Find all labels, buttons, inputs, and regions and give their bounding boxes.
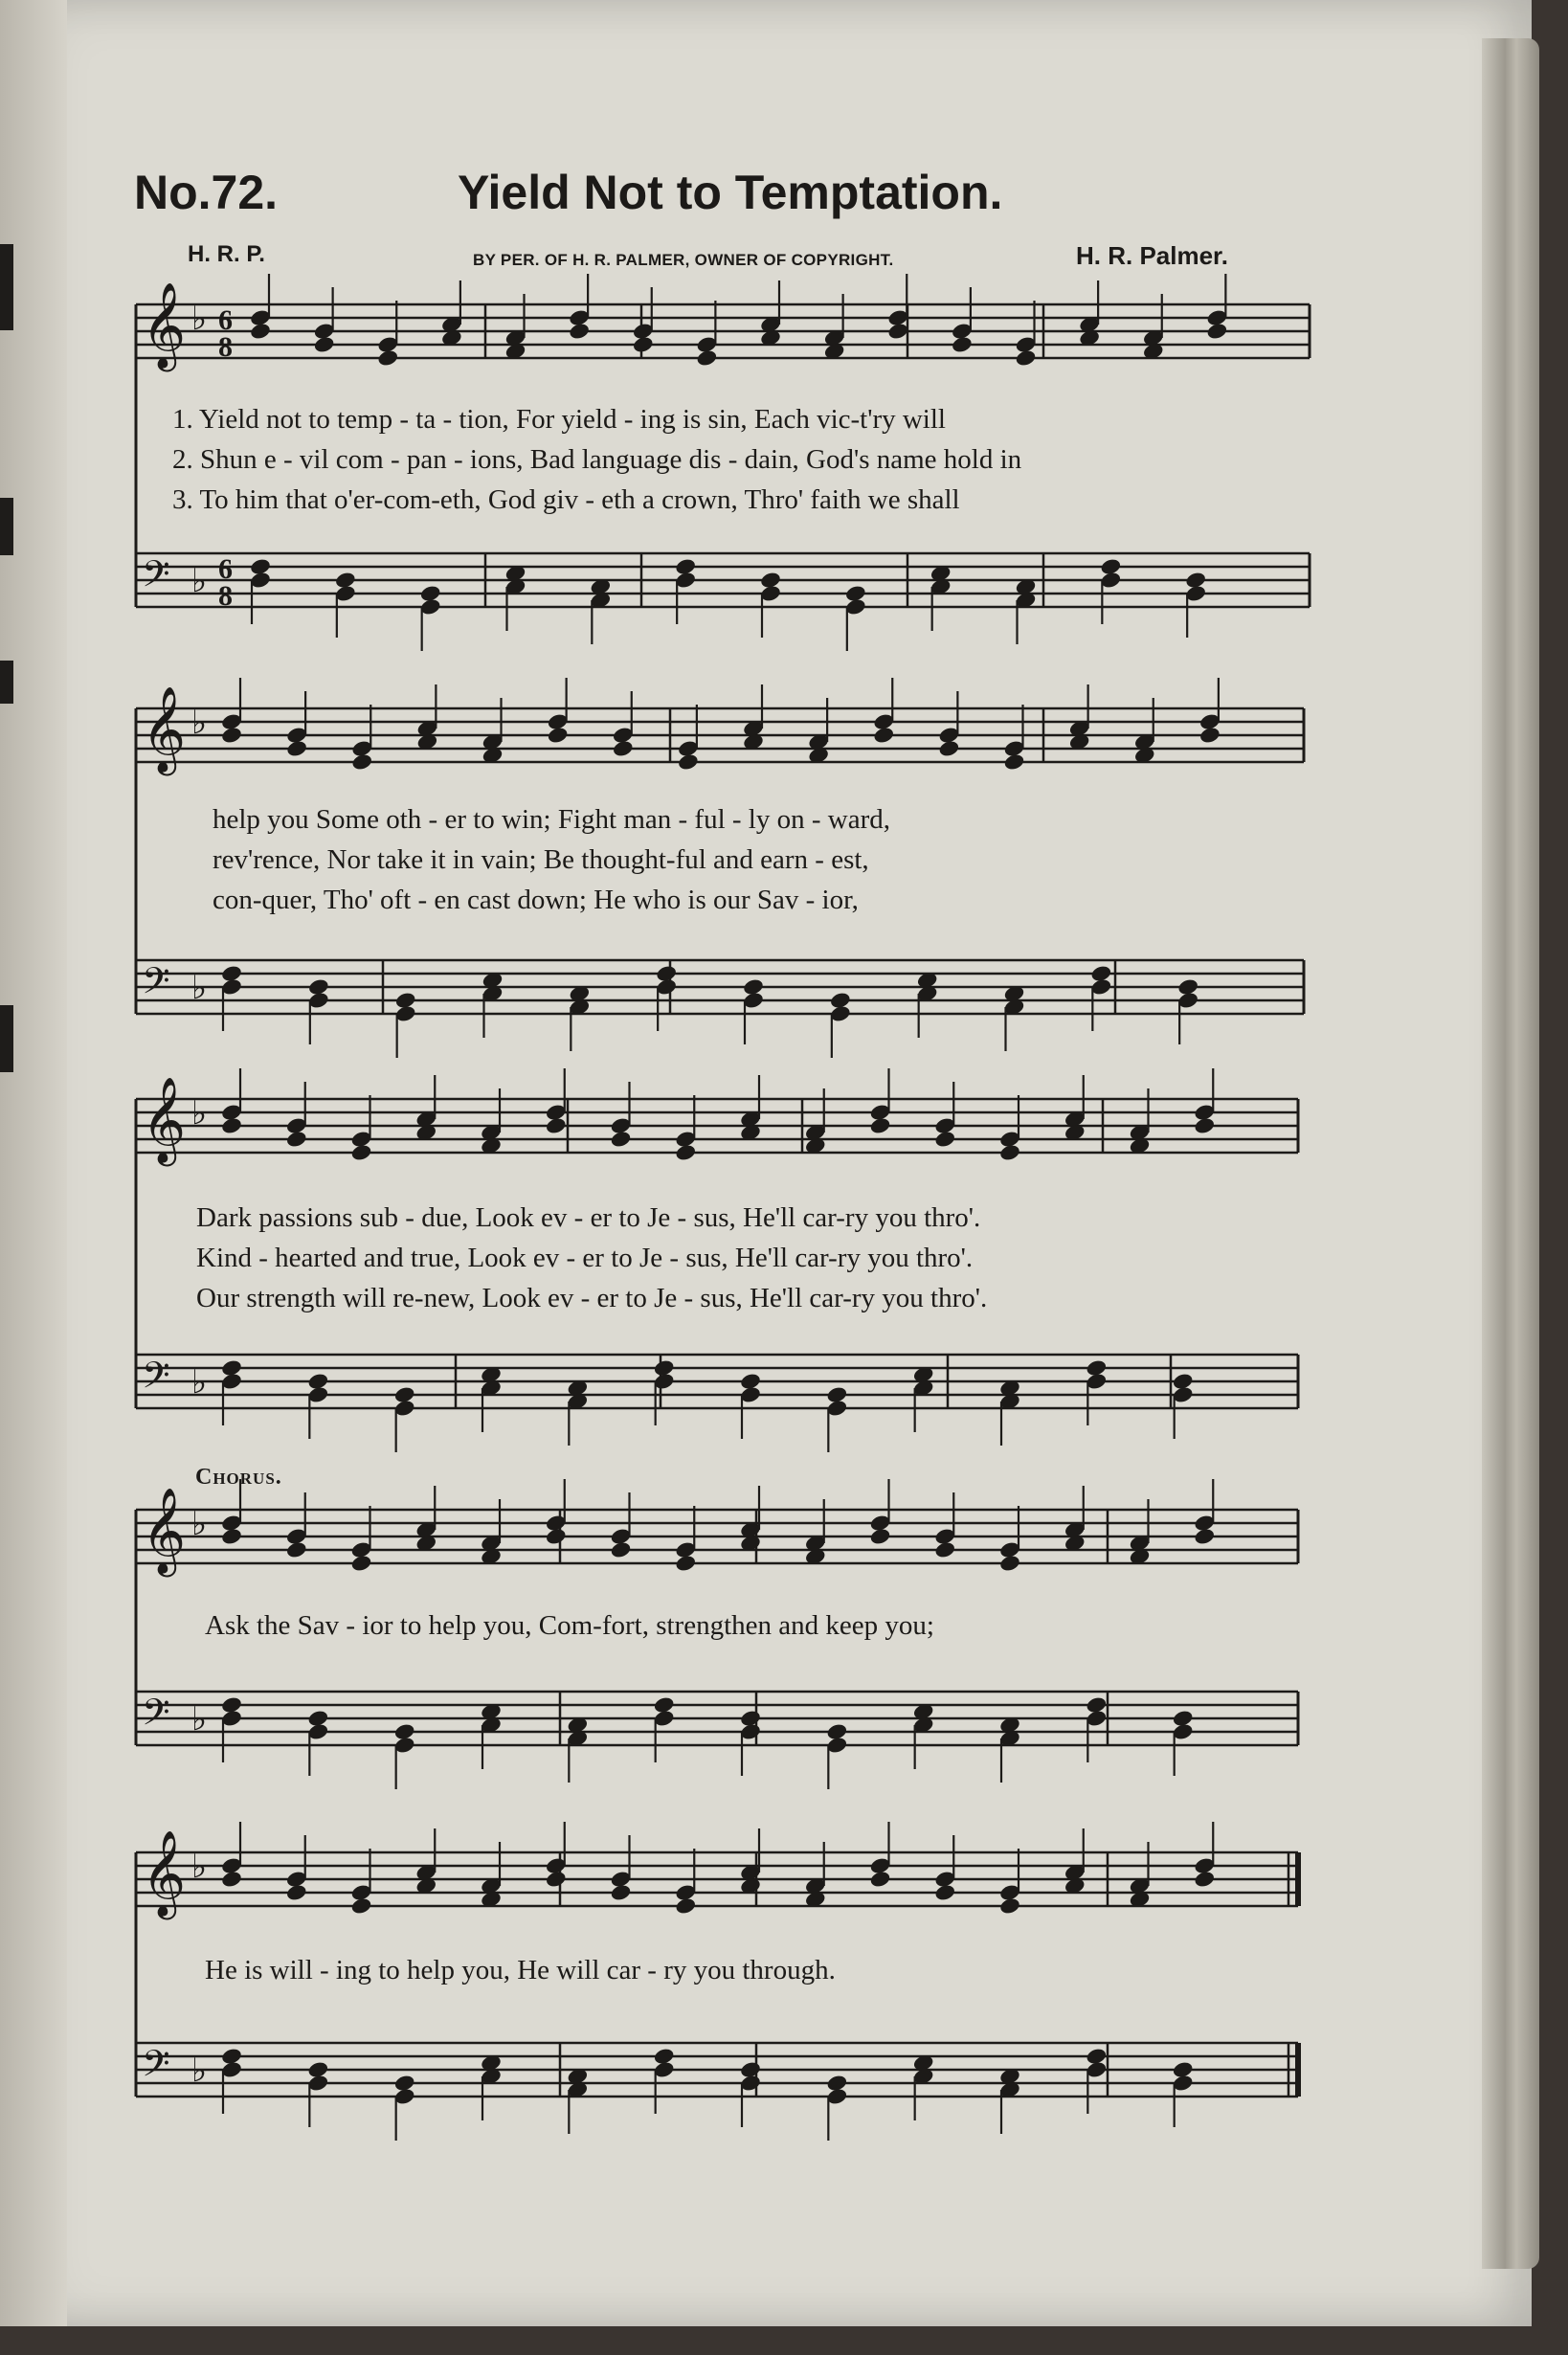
flat-icon: ♭: [191, 2052, 208, 2090]
lyric-line: 3. To him that o'er-com-eth, God giv - eth a crown, Thro' faith we shall: [172, 484, 960, 515]
note-head: [677, 752, 700, 772]
flat-icon: ♭: [191, 1094, 208, 1133]
treble-clef-icon: 𝄞: [142, 686, 187, 773]
note-head: [612, 739, 635, 758]
treble-clef-icon: 𝄞: [142, 1830, 187, 1917]
lyric-line: 1. Yield not to temp - ta - tion, For yield - ing is sin, Each vic-t'ry will: [172, 404, 946, 435]
note-head: [220, 1116, 243, 1135]
bass-clef-icon: 𝄢: [142, 552, 170, 604]
note-head: [1198, 726, 1221, 745]
note-head: [933, 1130, 956, 1149]
lyric-line: Kind - hearted and true, Look ev - er to Je - sus, He'll car-ry you thro'.: [196, 1243, 974, 1273]
lyric-line: Ask the Sav - ior to help you, Com-fort, strengthen and keep you;: [205, 1610, 934, 1641]
author-credit: H. R. P.: [188, 241, 265, 267]
note-head: [1003, 752, 1026, 772]
note-head: [610, 1883, 633, 1902]
note-head: [933, 1540, 956, 1559]
flat-icon: ♭: [191, 1363, 208, 1402]
chorus-label: Chorus.: [195, 1465, 282, 1490]
flat-icon: ♭: [191, 1700, 208, 1738]
note-head: [350, 752, 373, 772]
hymn-number: No.72.: [134, 166, 279, 219]
flat-icon: ♭: [191, 562, 208, 600]
note-head: [886, 322, 909, 341]
treble-clef-icon: 𝄞: [142, 1488, 187, 1574]
note-head: [951, 335, 974, 354]
note-head: [998, 1143, 1021, 1162]
note-head: [547, 726, 570, 745]
time-signature: 8: [218, 331, 233, 363]
time-signature: 6: [218, 553, 233, 585]
lyric-line: Dark passions sub - due, Look ev - er to Je - sus, He'll car-ry you thro'.: [196, 1202, 981, 1233]
note-head: [998, 1554, 1021, 1573]
note-head: [545, 1870, 568, 1889]
note-head: [674, 1554, 697, 1573]
note-head: [938, 739, 961, 758]
note-head: [350, 1143, 373, 1162]
lyric-line: help you Some oth - er to win; Fight man - ful - ly on - ward,: [213, 804, 890, 835]
note-head: [285, 1883, 308, 1902]
lyric-line: He is will - ing to help you, He will car - ry you through.: [205, 1955, 836, 1985]
note-head: [285, 739, 308, 758]
flat-icon: ♭: [191, 1848, 208, 1886]
note-head: [869, 1116, 892, 1135]
bass-clef-icon: 𝄢: [142, 1691, 170, 1742]
note-head: [998, 1896, 1021, 1916]
note-head: [1193, 1527, 1216, 1546]
note-head: [350, 1554, 373, 1573]
flat-icon: ♭: [191, 704, 208, 742]
note-head: [249, 322, 272, 341]
note-head: [869, 1870, 892, 1889]
note-head: [610, 1540, 633, 1559]
bass-clef-icon: 𝄢: [142, 959, 170, 1011]
note-head: [220, 1870, 243, 1889]
note-head: [1193, 1870, 1216, 1889]
note-head: [1193, 1116, 1216, 1135]
flat-icon: ♭: [191, 969, 208, 1007]
note-head: [545, 1116, 568, 1135]
note-head: [220, 726, 243, 745]
note-head: [376, 348, 399, 368]
time-signature: 8: [218, 580, 233, 612]
copyright-notice: BY PER. OF H. R. PALMER, OWNER OF COPYRIGHT.: [473, 251, 894, 269]
note-head: [285, 1540, 308, 1559]
note-head: [872, 726, 895, 745]
note-head: [610, 1130, 633, 1149]
note-head: [285, 1130, 308, 1149]
bass-clef-icon: 𝄢: [142, 1354, 170, 1405]
lyric-line: rev'rence, Nor take it in vain; Be thought-ful and earn - est,: [213, 844, 869, 875]
note-head: [933, 1883, 956, 1902]
note-head: [220, 1527, 243, 1546]
note-head: [1206, 322, 1229, 341]
note-head: [313, 335, 336, 354]
note-head: [545, 1527, 568, 1546]
lyric-line: con-quer, Tho' oft - en cast down; He who is our Sav - ior,: [213, 885, 859, 915]
time-signature: 6: [218, 304, 233, 336]
lyric-line: Our strength will re-new, Look ev - er to Je - sus, He'll car-ry you thro'.: [196, 1283, 988, 1313]
note-head: [350, 1896, 373, 1916]
note-head: [869, 1527, 892, 1546]
note-head: [674, 1143, 697, 1162]
flat-icon: ♭: [191, 1505, 208, 1543]
note-head: [674, 1896, 697, 1916]
note-head: [632, 335, 655, 354]
note-head: [1015, 348, 1038, 368]
flat-icon: ♭: [191, 300, 208, 338]
composer-credit: H. R. Palmer.: [1076, 241, 1228, 270]
lyric-line: 2. Shun e - vil com - pan - ions, Bad language dis - dain, God's name hold in: [172, 444, 1022, 475]
treble-clef-icon: 𝄞: [142, 282, 187, 369]
hymn-title: Yield Not to Temptation.: [458, 166, 1003, 219]
treble-clef-icon: 𝄞: [142, 1077, 187, 1163]
note-head: [568, 322, 591, 341]
bass-clef-icon: 𝄢: [142, 2042, 170, 2094]
note-head: [696, 348, 719, 368]
